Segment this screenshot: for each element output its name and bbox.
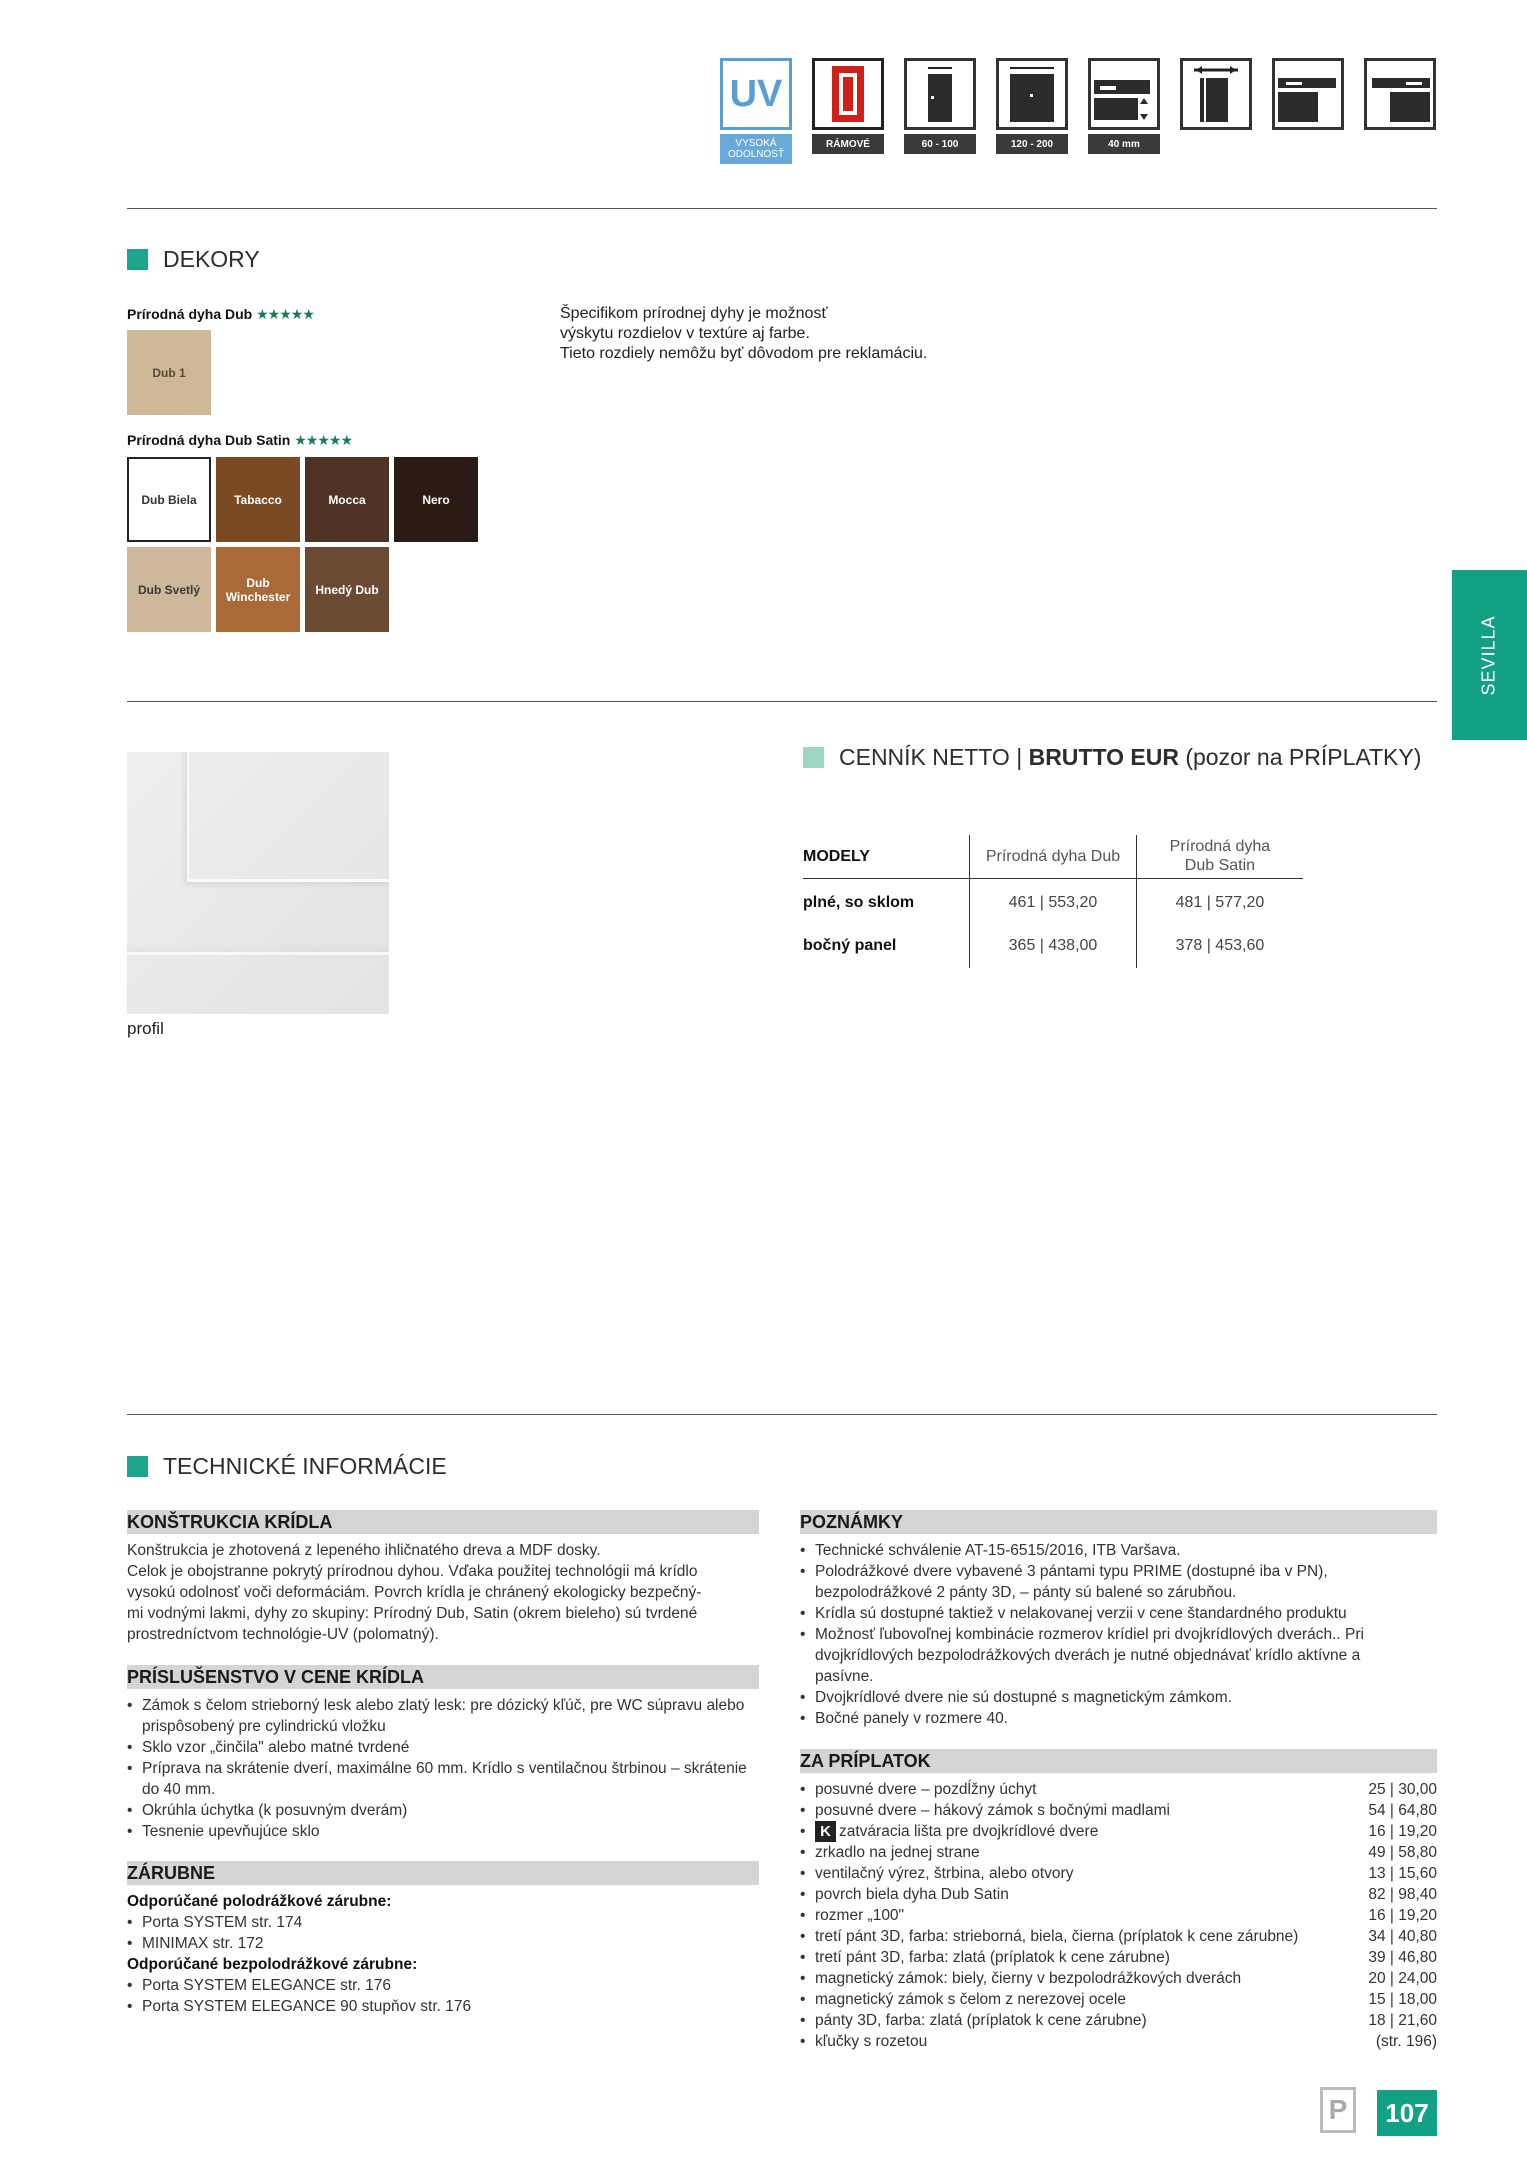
frame-caption: RÁMOVÉ	[812, 134, 884, 154]
swatch-nero[interactable]: Nero	[394, 457, 478, 542]
divider	[127, 1414, 1437, 1415]
swatch-dub-biela[interactable]: Dub Biela	[127, 457, 211, 542]
list-item: • Polodrážkové dvere vybavené 3 pántami typu PRIME (dostupné iba v PN), bezpolodrážkové 2 pánty 3D, – pánty sú balené so zárubňou.	[800, 1561, 1420, 1603]
list-item: • Krídla sú dostupné taktiež v nelakovanej verzii v cene štandardného produktu	[800, 1603, 1420, 1624]
swatch-hnedy-dub[interactable]: Hnedý Dub	[305, 547, 389, 632]
price-table-header	[803, 835, 1303, 878]
porta-logo-icon: P	[1320, 2087, 1356, 2133]
price-list-heading: CENNÍK NETTO | BRUTTO EUR (pozor na PRÍPLATKY)	[803, 744, 1421, 771]
price-table	[803, 835, 1303, 968]
rating-stars-icon: ★★★★★	[294, 432, 353, 448]
uv-caption: VYSOKÁ ODOLNOSŤ	[720, 134, 792, 164]
dekory-heading: DEKORY	[127, 246, 260, 273]
list-item: • zrkadlo na jednej strane 49 | 58,80	[800, 1842, 1437, 1863]
list-item: • Sklo vzor „činčila" alebo matné tvrdené	[127, 1737, 747, 1758]
swatch-tabacco[interactable]: Tabacco	[216, 457, 300, 542]
list-item: • posuvné dvere – hákový zámok s bočnými madlami 54 | 64,80	[800, 1800, 1437, 1821]
table-row: bočný panel 365 | 438,00 378 | 453,60	[803, 923, 1303, 968]
list-item: • povrch biela dyha Dub Satin 82 | 98,40	[800, 1884, 1437, 1905]
surcharge-heading: ZA PRÍPLATOK	[800, 1749, 1437, 1773]
group-natural-oak-satin-label: Prírodná dyha Dub Satin ★★★★★	[127, 432, 353, 448]
list-item: • Dvojkrídlové dvere nie sú dostupné s magnetickým zámkom.	[800, 1687, 1420, 1708]
swatch-dub-1[interactable]: Dub 1	[127, 330, 211, 415]
feature-icons	[720, 58, 1436, 164]
uv-icon: UV	[720, 58, 792, 130]
table-row: plné, so sklom 461 | 553,20 481 | 577,20	[803, 878, 1303, 923]
left-door-badge	[1272, 58, 1344, 164]
list-item: • kľučky s rozetou (str. 196)	[800, 2031, 1437, 2052]
surcharge-list	[800, 1779, 1437, 2052]
list-item: • Okrúhla úchytka (k posuvným dverám)	[127, 1800, 747, 1821]
header-natural-oak-satin: Prírodná dyha Dub Satin	[1136, 835, 1303, 878]
sliding-door-icon	[1180, 58, 1252, 130]
veneer-note: Špecifikom prírodnej dyhy je možnosť výskytu rozdielov v textúre aj farbe. Tieto rozdiely nemôžu byť dôvodom pre reklamáciu.	[560, 305, 928, 362]
header-models: MODELY	[803, 835, 970, 878]
group-natural-oak-label: Prírodná dyha Dub ★★★★★	[127, 306, 314, 322]
section-square-icon	[127, 249, 148, 270]
frame-door-icon	[812, 58, 884, 130]
double-width-caption: 120 - 200	[996, 134, 1068, 154]
list-item: • magnetický zámok s čelom z nerezovej ocele 15 | 18,00	[800, 1989, 1437, 2010]
list-item: • MINIMAX str. 172	[127, 1933, 759, 1954]
list-item: • ventilačný výrez, štrbina, alebo otvory 13 | 15,60	[800, 1863, 1437, 1884]
list-item: • magnetický zámok: biely, čierny v bezpolodrážkových dverách 20 | 24,00	[800, 1968, 1437, 1989]
door-left-icon	[1272, 58, 1344, 130]
k-badge-icon: K	[815, 1821, 836, 1842]
accessories-list	[127, 1695, 747, 1842]
list-item: • Príprava na skrátenie dverí, maximálne 60 mm. Krídlo s ventilačnou štrbinou – skrátenie do 40 mm.	[127, 1758, 747, 1800]
notes-list	[800, 1540, 1420, 1729]
single-door-icon	[904, 58, 976, 130]
accessories-heading: PRÍSLUŠENSTVO V CENE KRÍDLA	[127, 1665, 759, 1689]
construction-text: Konštrukcia je zhotovená z lepeného ihličnatého dreva a MDF dosky. Celok je obojstranne pokrytý prírodnou dyhou. Vďaka použitej technológii má krídlo vysokú odolnosť voči deformáciám. Povrch krídla je chránený ekologicky bezpečný- mi vodnými lakmi, dyhy zo skupiny: Prírodný Dub, Satin (okrem bieleho) sú tvrdené prostredníctvom technológie-UV (polomatný).	[127, 1542, 702, 1643]
construction-heading: KONŠTRUKCIA KRÍDLA	[127, 1510, 759, 1534]
right-door-badge	[1364, 58, 1436, 164]
door-right-icon	[1364, 58, 1436, 130]
list-item: • Bočné panely v rozmere 40.	[800, 1708, 1420, 1729]
list-item: • rozmer „100" 16 | 19,20	[800, 1905, 1437, 1926]
list-item: • tretí pánt 3D, farba: strieborná, biela, čierna (príplatok k cene zárubne) 34 | 40,80	[800, 1926, 1437, 1947]
list-item: • Porta SYSTEM str. 174	[127, 1912, 759, 1933]
door-profile-image	[127, 752, 389, 1014]
list-item: • Porta SYSTEM ELEGANCE 90 stupňov str. 176	[127, 1996, 759, 2017]
profil-caption: profil	[127, 1019, 164, 1038]
list-item: • tretí pánt 3D, farba: zlatá (príplatok k cene zárubne) 39 | 46,80	[800, 1947, 1437, 1968]
section-square-icon	[803, 747, 824, 768]
list-item: • pánty 3D, farba: zlatá (príplatok k cene zárubne) 18 | 21,60	[800, 2010, 1437, 2031]
frames-text: Odporúčané polodrážkové zárubne: • Porta SYSTEM str. 174 • MINIMAX str. 172 Odporúčané bezpolodrážkové zárubne: • Porta SYSTEM ELEGANCE str. 176 • Porta SYSTEM ELEGANCE 90 stupňov str. 176	[127, 1891, 759, 2017]
section-square-icon	[127, 1456, 148, 1477]
list-item: • Tesnenie upevňujúce sklo	[127, 1821, 747, 1842]
single-width-caption: 60 - 100	[904, 134, 976, 154]
swatch-mocca[interactable]: Mocca	[305, 457, 389, 542]
uv-resistance-badge	[720, 58, 792, 164]
notes-heading: POZNÁMKY	[800, 1510, 1437, 1534]
door-shortening-icon	[1088, 58, 1160, 130]
sliding-door-badge	[1180, 58, 1252, 164]
divider	[127, 208, 1437, 209]
sevilla-side-tab: SEVILLA	[1452, 570, 1527, 740]
list-item: • Zámok s čelom strieborný lesk alebo zlatý lesk: pre dózický kľúč, pre WC súpravu alebo prispôsobený pre cylindrickú vložku	[127, 1695, 747, 1737]
swatch-dub-svetly[interactable]: Dub Svetlý	[127, 547, 211, 632]
swatch-dub-winchester[interactable]: Dub Winchester	[216, 547, 300, 632]
frame-door-badge	[812, 58, 884, 164]
divider	[127, 701, 1437, 702]
tech-info-heading: TECHNICKÉ INFORMÁCIE	[127, 1453, 447, 1480]
page-number: 107	[1377, 2090, 1437, 2136]
double-width-badge	[996, 58, 1068, 164]
shortening-badge	[1088, 58, 1160, 164]
header-natural-oak: Prírodná dyha Dub	[970, 835, 1137, 878]
list-item: • Technické schválenie AT-15-6515/2016, ITB Varšava.	[800, 1540, 1420, 1561]
rating-stars-icon: ★★★★★	[256, 306, 314, 322]
double-door-icon	[996, 58, 1068, 130]
single-width-badge	[904, 58, 976, 164]
list-item: • Možnosť ľubovoľnej kombinácie rozmerov krídiel pri dvojkrídlových dverách.. Pri dvojkrídlových bezpolodrážkových dverách je nutné objednávať krídlo aktívne a pasívne.	[800, 1624, 1420, 1687]
frames-heading: ZÁRUBNE	[127, 1861, 759, 1885]
list-item: • K zatváracia lišta pre dvojkrídlové dvere 16 | 19,20	[800, 1821, 1437, 1842]
shortening-caption: 40 mm	[1088, 134, 1160, 154]
list-item: • posuvné dvere – pozdĺžny úchyt 25 | 30,00	[800, 1779, 1437, 1800]
list-item: • Porta SYSTEM ELEGANCE str. 176	[127, 1975, 759, 1996]
